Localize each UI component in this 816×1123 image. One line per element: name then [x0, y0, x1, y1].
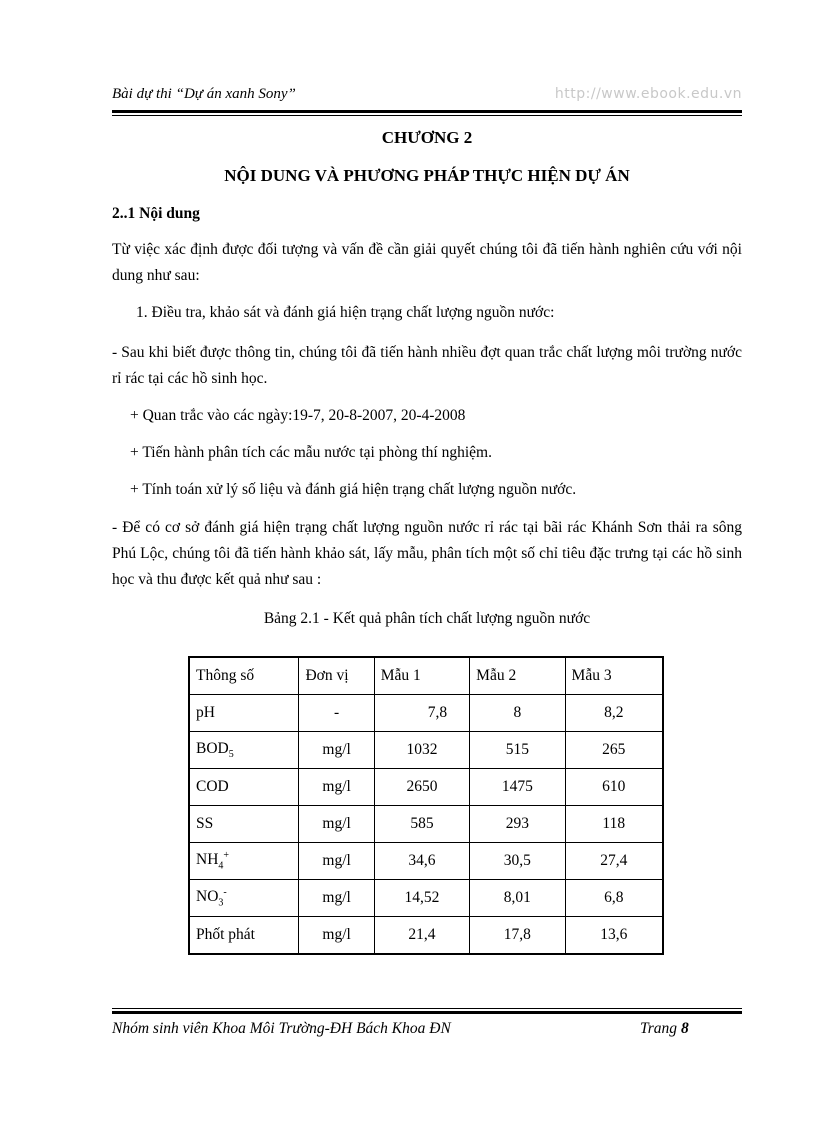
table-row	[189, 732, 663, 769]
value-cell: 2650	[374, 769, 469, 806]
value-cell: 27,4	[565, 843, 663, 880]
unit-cell: mg/l	[299, 917, 374, 955]
unit-cell: mg/l	[299, 732, 374, 769]
numbered-item-1: 1. Điều tra, khảo sát và đánh giá hiện trạng chất lượng nguồn nước:	[136, 304, 555, 321]
table-row	[189, 880, 663, 917]
results-table	[188, 656, 664, 955]
value-cell: 8	[470, 695, 565, 732]
param-cell: $NH_4^+$	[189, 843, 299, 880]
header-cell: Mẫu 2	[470, 657, 565, 695]
value-cell: 7,8	[374, 695, 469, 732]
chapter-title: NỘI DUNG VÀ PHƯƠNG PHÁP THỰC HIỆN DỰ ÁN	[224, 166, 630, 185]
value-cell: 293	[470, 806, 565, 843]
param-cell: $NO_3^-$	[189, 880, 299, 917]
header-cell: Mẫu 3	[565, 657, 663, 695]
value-cell: 585	[374, 806, 469, 843]
value-cell: 515	[470, 732, 565, 769]
header-rule	[112, 110, 742, 113]
value-cell: 8,2	[565, 695, 663, 732]
bullet-item-3: + Tính toán xử lý số liệu và đánh giá hiện trạng chất lượng nguồn nước.	[130, 481, 577, 498]
section-heading: 2..1 Nội dung	[112, 205, 200, 222]
param-cell: SS	[189, 806, 299, 843]
value-cell: 8,01	[470, 880, 565, 917]
param-cell: Phốt phát	[189, 917, 299, 955]
page-header	[112, 86, 742, 110]
unit-cell: mg/l	[299, 806, 374, 843]
dash-paragraph-2: - Để có cơ sở đánh giá hiện trạng chất lượng nguồn nước rỉ rác tại bãi rác Khánh Sơn thải ra sông Phú Lộc, chúng tôi đã tiến hành khảo sát, lấy mẫu, phân tích một số chỉ tiêu đặc trưng tại các hồ sinh học và thu được kết quả như sau :	[112, 519, 742, 588]
value-cell: 118	[565, 806, 663, 843]
param-cell: $BOD_5$	[189, 732, 299, 769]
header-cell: Thông số	[189, 657, 299, 695]
value-cell: 610	[565, 769, 663, 806]
footer-rule	[112, 1011, 742, 1014]
header-cell: Mẫu 1	[374, 657, 469, 695]
chapter-number: CHƯƠNG 2	[381, 128, 473, 147]
header-rule-thin	[112, 115, 742, 116]
value-cell: 6,8	[565, 880, 663, 917]
param-cell: pH	[189, 695, 299, 732]
value-cell: 30,5	[470, 843, 565, 880]
table-row	[189, 769, 663, 806]
bullet-item-1: + Quan trắc vào các ngày:19-7, 20-8-2007, 20-4-2008	[130, 407, 466, 424]
unit-cell: mg/l	[299, 769, 374, 806]
value-cell: 17,8	[470, 917, 565, 955]
dash-paragraph-1: - Sau khi biết được thông tin, chúng tôi đã tiến hành nhiều đợt quan trắc chất lượng môi trường nước rỉ rác tại các hồ sinh học.	[112, 344, 742, 387]
value-cell: 34,6	[374, 843, 469, 880]
unit-cell: mg/l	[299, 843, 374, 880]
table-caption: Bảng 2.1 - Kết quả phân tích chất lượng nguồn nước	[263, 610, 591, 627]
intro-paragraph: Từ việc xác định được đối tượng và vấn đề cần giải quyết chúng tôi đã tiến hành nghiên cứu với nội dung như sau:	[112, 241, 742, 284]
footer-credit: Nhóm sinh viên Khoa Môi Trường-ĐH Bách Khoa ĐN	[112, 1020, 451, 1037]
unit-cell: mg/l	[299, 880, 374, 917]
value-cell: 1475	[470, 769, 565, 806]
table-header-row	[189, 657, 663, 695]
footer-rule-thin	[112, 1008, 742, 1009]
header-title: Bài dự thi “Dự án xanh Sony”	[112, 86, 296, 102]
value-cell: 1032	[374, 732, 469, 769]
value-cell: 14,52	[374, 880, 469, 917]
header-cell: Đơn vị	[299, 657, 374, 695]
value-cell: 265	[565, 732, 663, 769]
bullet-item-2: + Tiến hành phân tích các mẫu nước tại phòng thí nghiệm.	[130, 444, 492, 461]
value-cell: 13,6	[565, 917, 663, 955]
param-cell: COD	[189, 769, 299, 806]
unit-cell: -	[299, 695, 374, 732]
table-row	[189, 695, 663, 732]
value-cell: 21,4	[374, 917, 469, 955]
table-row	[189, 917, 663, 955]
page-number: Trang 8	[640, 1020, 689, 1037]
header-url[interactable]: http://www.ebook.edu.vn	[554, 86, 742, 102]
table-row	[189, 843, 663, 880]
table-row	[189, 806, 663, 843]
